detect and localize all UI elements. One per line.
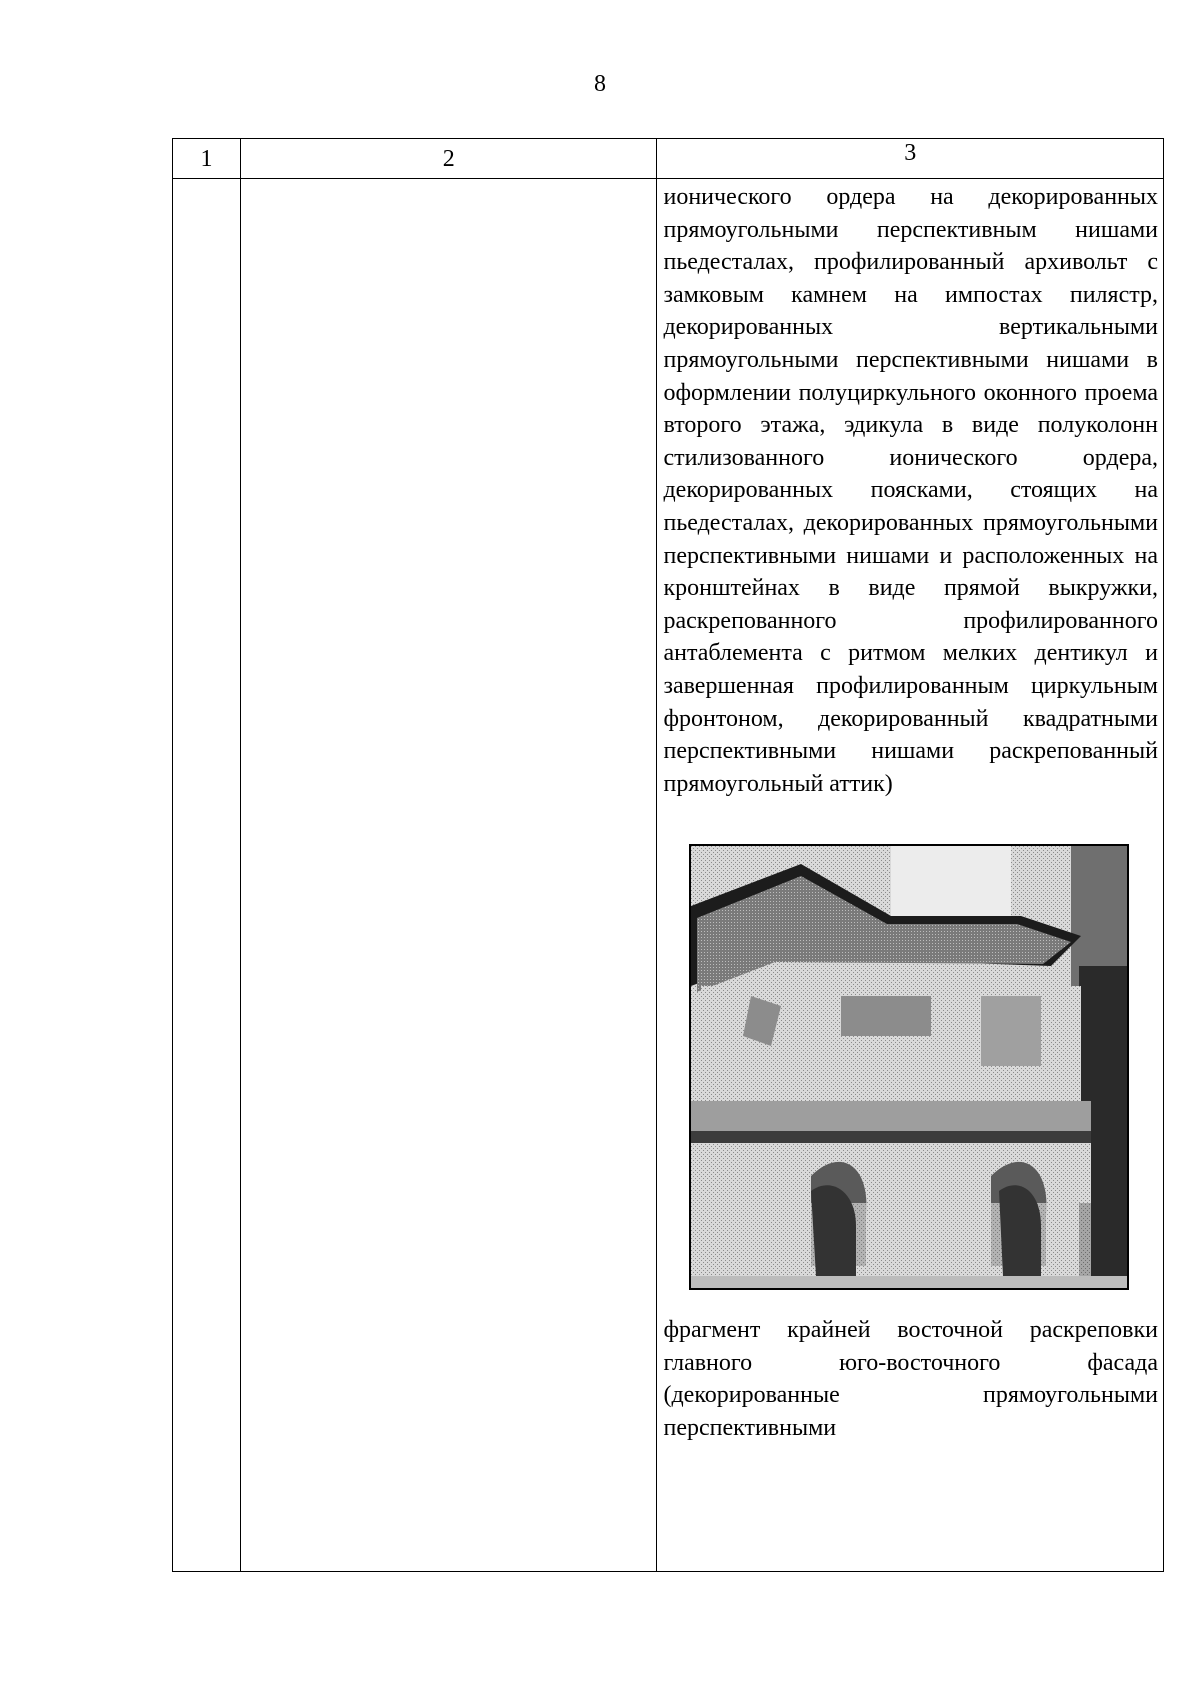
description-text: ионического ордера на декорированных прямоугольными перспективным нишами пьедесталах, профилированный архивольт с замковым камнем на импостах пилястр, декорированных вертикальными прямоугольными перспективными нишами в оформлении полуциркульного оконного проема второго этажа, эдикула в виде полуколонн стилизованного ионического ордера, декорированных поясками, стоящих на пьедесталах, декорированных прямоугольными перспективными нишами и расположенных на кронштейнах в виде прямой выкружки, раскрепованного профилированного антаблемента с ритмом мелких дентикул и завершенная профилированным циркульным фронтоном, декорированный квадратными перспективными нишами раскрепованный прямоугольный аттик): [663, 184, 1158, 797]
row-cell-description: [657, 179, 1164, 1572]
page-number: 8: [594, 71, 606, 97]
column-header-1: 1: [173, 139, 241, 179]
row-cell-number: [173, 179, 241, 1572]
row-cell-name: [241, 179, 657, 1572]
column-header-2: 2: [241, 139, 657, 179]
table-row: [173, 179, 1164, 1572]
column-header-3: 3: [657, 139, 1164, 179]
table-header-row: [173, 139, 1164, 179]
facade-fragment-photo: [689, 844, 1129, 1290]
document-table: [172, 138, 1164, 1572]
facade-photo-image: [691, 846, 1127, 1288]
photo-caption: фрагмент крайней восточной раскреповки главного юго-восточного фасада (декорированные прямоугольными перспективными: [663, 1317, 1158, 1442]
